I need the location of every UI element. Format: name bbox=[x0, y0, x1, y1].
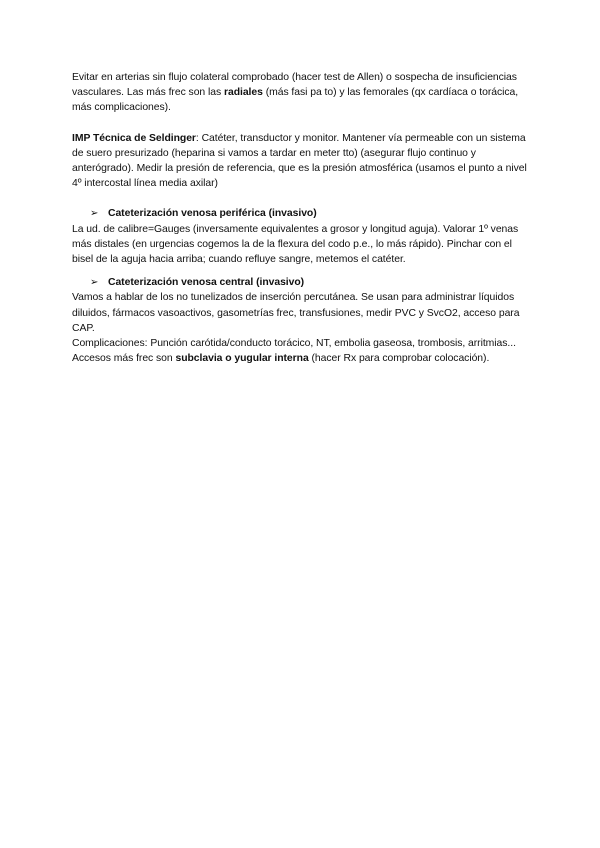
paragraph-spacer bbox=[72, 191, 532, 206]
bold-term-access: subclavia o yugular interna bbox=[175, 353, 309, 365]
paragraph-peripheral: La ud. de calibre=Gauges (inversamente equivalentes a grosor y longitud aguja). Valorar 1º venas más distales (en urgencias cogemos la de la flexura del codo p.e., lo más rápido). Pinchar con el bisel de la aguja hacia arriba; cuando refluye sangre, metemos el catéter. bbox=[72, 223, 519, 266]
paragraph-text: Accesos más frec son bbox=[72, 353, 176, 365]
arrow-bullet-icon: ➢ bbox=[90, 208, 99, 220]
paragraph-text: (hacer Rx para comprobar colocación). bbox=[308, 353, 490, 365]
section-heading-text: Cateterización venosa central (invasivo) bbox=[108, 277, 305, 289]
paragraph-spacer bbox=[72, 116, 532, 131]
paragraph-arterial-catheter bbox=[72, 70, 532, 116]
paragraph-central-intro: Vamos a hablar de los no tunelizados de inserción percutánea. Se usan para administrar líquidos diluidos, fármacos vasoactivos, gasometrías frec, transfusiones, medir PVC y SvcO2, acceso para CAP. bbox=[72, 292, 520, 334]
paragraph-access bbox=[72, 351, 532, 366]
paragraph-text: : Catéter, transductor y monitor. Mantener vía permeable con un sistema de suero presurizado (heparina si vamos a tardar en meter tto) (asegurar flujo continuo y anterógrado). Medir la presión de referencia, que es la presión atmosférica (usamos el punto a nivel 4º intercostal línea media axilar) bbox=[72, 132, 527, 190]
bold-term-seldinger: IMP Técnica de Seldinger bbox=[72, 132, 196, 144]
document-body bbox=[72, 70, 532, 366]
paragraph-spacer bbox=[72, 267, 532, 275]
section-heading-central bbox=[90, 275, 532, 290]
paragraph-text: (más fasi pa to) y las femorales (qx cardíaca o torácica, más complicaciones). bbox=[72, 87, 519, 114]
section-heading-peripheral bbox=[90, 206, 532, 221]
arrow-bullet-icon: ➢ bbox=[90, 277, 99, 289]
paragraph-complications: Complicaciones: Punción carótida/conducto torácico, NT, embolia gaseosa, trombosis, arritmias... bbox=[72, 338, 516, 350]
paragraph-seldinger bbox=[72, 131, 532, 192]
bold-term-radiales: radiales bbox=[223, 87, 263, 99]
paragraph-text: Evitar en arterias sin flujo colateral comprobado (hacer test de Allen) o sospecha de insuficiencias vasculares. Las más frec son las bbox=[72, 72, 517, 99]
section-heading-text: Cateterización venosa periférica (invasivo) bbox=[108, 208, 317, 220]
